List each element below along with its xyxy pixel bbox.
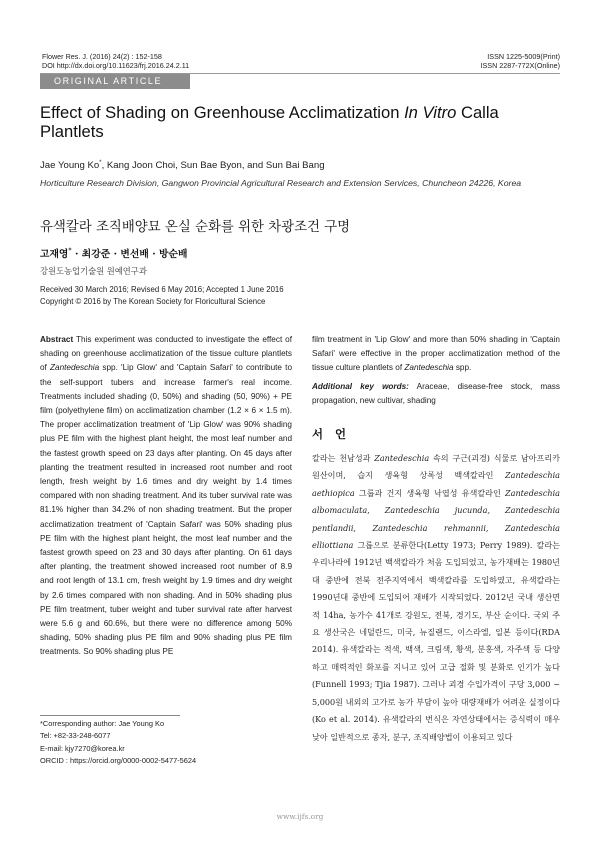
issn-print: ISSN 1225-5009(Print) bbox=[487, 52, 560, 61]
journal-citation: Flower Res. J. (2016) 24(2) : 152-158 bbox=[42, 52, 162, 61]
abstract-cont-text-2: spp. bbox=[453, 363, 472, 373]
intro-italic-3: Zantedeschia albomaculata, Zantedeschia jucunda, Zantedeschia pentlandii, Zantedeschia rehmannii, Zantedeschia elliottiana bbox=[312, 487, 560, 551]
korean-author-list bbox=[40, 246, 187, 260]
intro-italic-1: Zantedeschia bbox=[374, 453, 430, 463]
abstract-body bbox=[40, 333, 292, 660]
intro-text-1: 칼라는 천남성과 bbox=[312, 453, 375, 463]
title-italic: In Vitro bbox=[404, 103, 457, 122]
title-part-2: Calla Plantlets bbox=[40, 103, 499, 141]
footnote bbox=[40, 718, 196, 768]
author-email[interactable]: E-mail: kjy7270@korea.kr bbox=[40, 743, 125, 753]
corresponding-mark: * bbox=[99, 160, 102, 166]
issn-online: ISSN 2287-772X(Online) bbox=[480, 61, 560, 70]
abstract-italic-1: Zantedeschia bbox=[50, 363, 100, 373]
footer-url[interactable]: www.ijfs.org bbox=[276, 812, 324, 821]
keywords-text: Araceae, disease-free stock, mass propagation, new cultivar, shading bbox=[312, 382, 560, 406]
doi-link[interactable]: DOI http://dx.doi.org/10.11623/frj.2016.24.2.11 bbox=[42, 61, 190, 70]
title-part-1: Effect of Shading on Greenhouse Acclimatization bbox=[40, 103, 405, 122]
abstract-continuation bbox=[312, 333, 560, 376]
korean-first-author: 고재영 bbox=[40, 249, 69, 260]
intro-body bbox=[312, 450, 560, 746]
footnote-rule bbox=[40, 715, 180, 716]
korean-affiliation: 강원도농업기술원 원예연구과 bbox=[40, 266, 147, 276]
author-list bbox=[40, 160, 325, 171]
author-tel: Tel: +82-33-248-6077 bbox=[40, 731, 111, 741]
intro-text-3: 그룹과 건지 생육형 낙엽성 유색칼라인 bbox=[354, 487, 505, 498]
intro-text-2: 속의 구근(괴경) 식물로 남아프리카 원산이며, 습지 생육형 상록성 백색칼라인 bbox=[312, 453, 560, 481]
abstract-text-2: spp. 'Lip Glow' and 'Captain Safari' to contribute to the self-support tubers and increase farmer's real income. Treatments included shading (0, 50%) and shading (50, 90%) + PE film (polyethylene film) on acclimatization chamber (1.2 × 6 × 1.5 m). The proper acclimatization treatment of 'Lip Glow' was 90% shading plus PE film with the highest plant height, the most leaf number and the fastest growth speed on 23 days after planting. On 45 days after planting the treatment resulted in increased root number and root length, fresh weight by 1.6 times and dry weight by 1.4 times compared with non shading treatment. And its tuber survival rate was 81.1% higher than 34.2% of non shading treatment. But the proper acclimatization treatment of 'Captain Safari' was 50% shading plus PE film with the highest plant height, the most leaf number and the fastest growth speed on 23 and 30 days after planting. On 61 days after planting, the treatment showed increased root number of 8.9 and root length of 13.1 cm, fresh weight by 1.9 times and dry weight by 2.6 times compared with non shading. And in 50% shading plus PE film treatment, tuber weight and tuber survival rate after harvest were 5.6 g and 60.6%, but there were no difference among 50% shading, 50% shading plus PE film and 90% shading plus PE film treatments. So 90% shading plus PE bbox=[40, 363, 292, 657]
article-type-badge: ORIGINAL ARTICLE bbox=[40, 74, 190, 89]
affiliation: Horticulture Research Division, Gangwon Provincial Agricultural Research and Extension Services, Chuncheon 24226, Korea bbox=[40, 178, 522, 188]
intro-italic-2: Zantedeschia aethiopica bbox=[312, 470, 560, 498]
abstract-cont-text-1: film treatment in 'Lip Glow' and more than 50% shading in 'Captain Safari' were effective in the proper acclimatization method of the tissue culture plantlets of bbox=[312, 335, 560, 373]
abstract-cont-italic: Zantedeschia bbox=[404, 363, 454, 373]
corresponding-author: *Corresponding author: Jae Young Ko bbox=[40, 719, 165, 728]
abstract-text-1: This experiment was conducted to investigate the effect of shading on greenhouse acclimatization of the tissue culture plantlets of bbox=[40, 335, 292, 373]
other-authors: , Kang Joon Choi, Sun Bae Byon, and Sun Bai Bang bbox=[101, 160, 325, 172]
korean-corresponding-mark: * bbox=[68, 247, 72, 255]
korean-title: 유색칼라 조직배양묘 온실 순화를 위한 차광조건 구명 bbox=[40, 220, 351, 235]
abstract-heading: Abstract bbox=[40, 335, 74, 344]
received-dates: Received 30 March 2016; Revised 6 May 2016; Accepted 1 June 2016 bbox=[40, 285, 284, 294]
first-author: Jae Young Ko bbox=[40, 160, 100, 172]
keywords-heading: Additional key words: bbox=[312, 382, 409, 391]
copyright-notice: Copyright © 2016 by The Korean Society for Floricultural Science bbox=[40, 297, 266, 306]
intro-text-4: 그룹으로 분류한다(Letty 1973; Perry 1989). 칼라는 우리나라에 1912년 백색칼라가 처음 도입되었고, 농가재배는 1980년대 중반에 전북 전주지역에서 백색칼라를 도입하였고, 유색칼라는 1990년대 중반에 도입되어 재배가 시작되었다. 2012년 국내 생산면적 14ha, 농가수 41개로 강원도, 전북, 경기도, 부산 순이다. 국외 주요 생산국은 네덜란드, 미국, 뉴질랜드, 이스라엘, 일본 등이다(RDA 2014). 유색칼라는 적색, 백색, 크림색, 황색, 분홍색, 자주색 등 다양하고 매력적인 화포를 지니고 있어 고급 절화 및 분화로 인기가 높다(Funnell 1993; Tjia 1987). 그러나 괴경 수입가격이 구당 3,000 ~ 5,000원 내외의 고가로 농가 부담이 높아 대량재배가 어려운 실정이다(Ko et al. 2014). 유색칼라의 번식은 자연상태에서는 증식력이 매우 낮아 일반적으로 종자, 분구, 조직배양법이 이용되고 있다 bbox=[312, 540, 560, 742]
keywords bbox=[312, 380, 560, 408]
article-title bbox=[40, 104, 560, 141]
intro-heading: 서언 bbox=[312, 427, 359, 441]
author-orcid[interactable]: ORCID : https://orcid.org/0000-0002-5477-5624 bbox=[40, 756, 197, 766]
korean-other-authors: · 최강준 · 변선배 · 방순배 bbox=[71, 249, 188, 260]
